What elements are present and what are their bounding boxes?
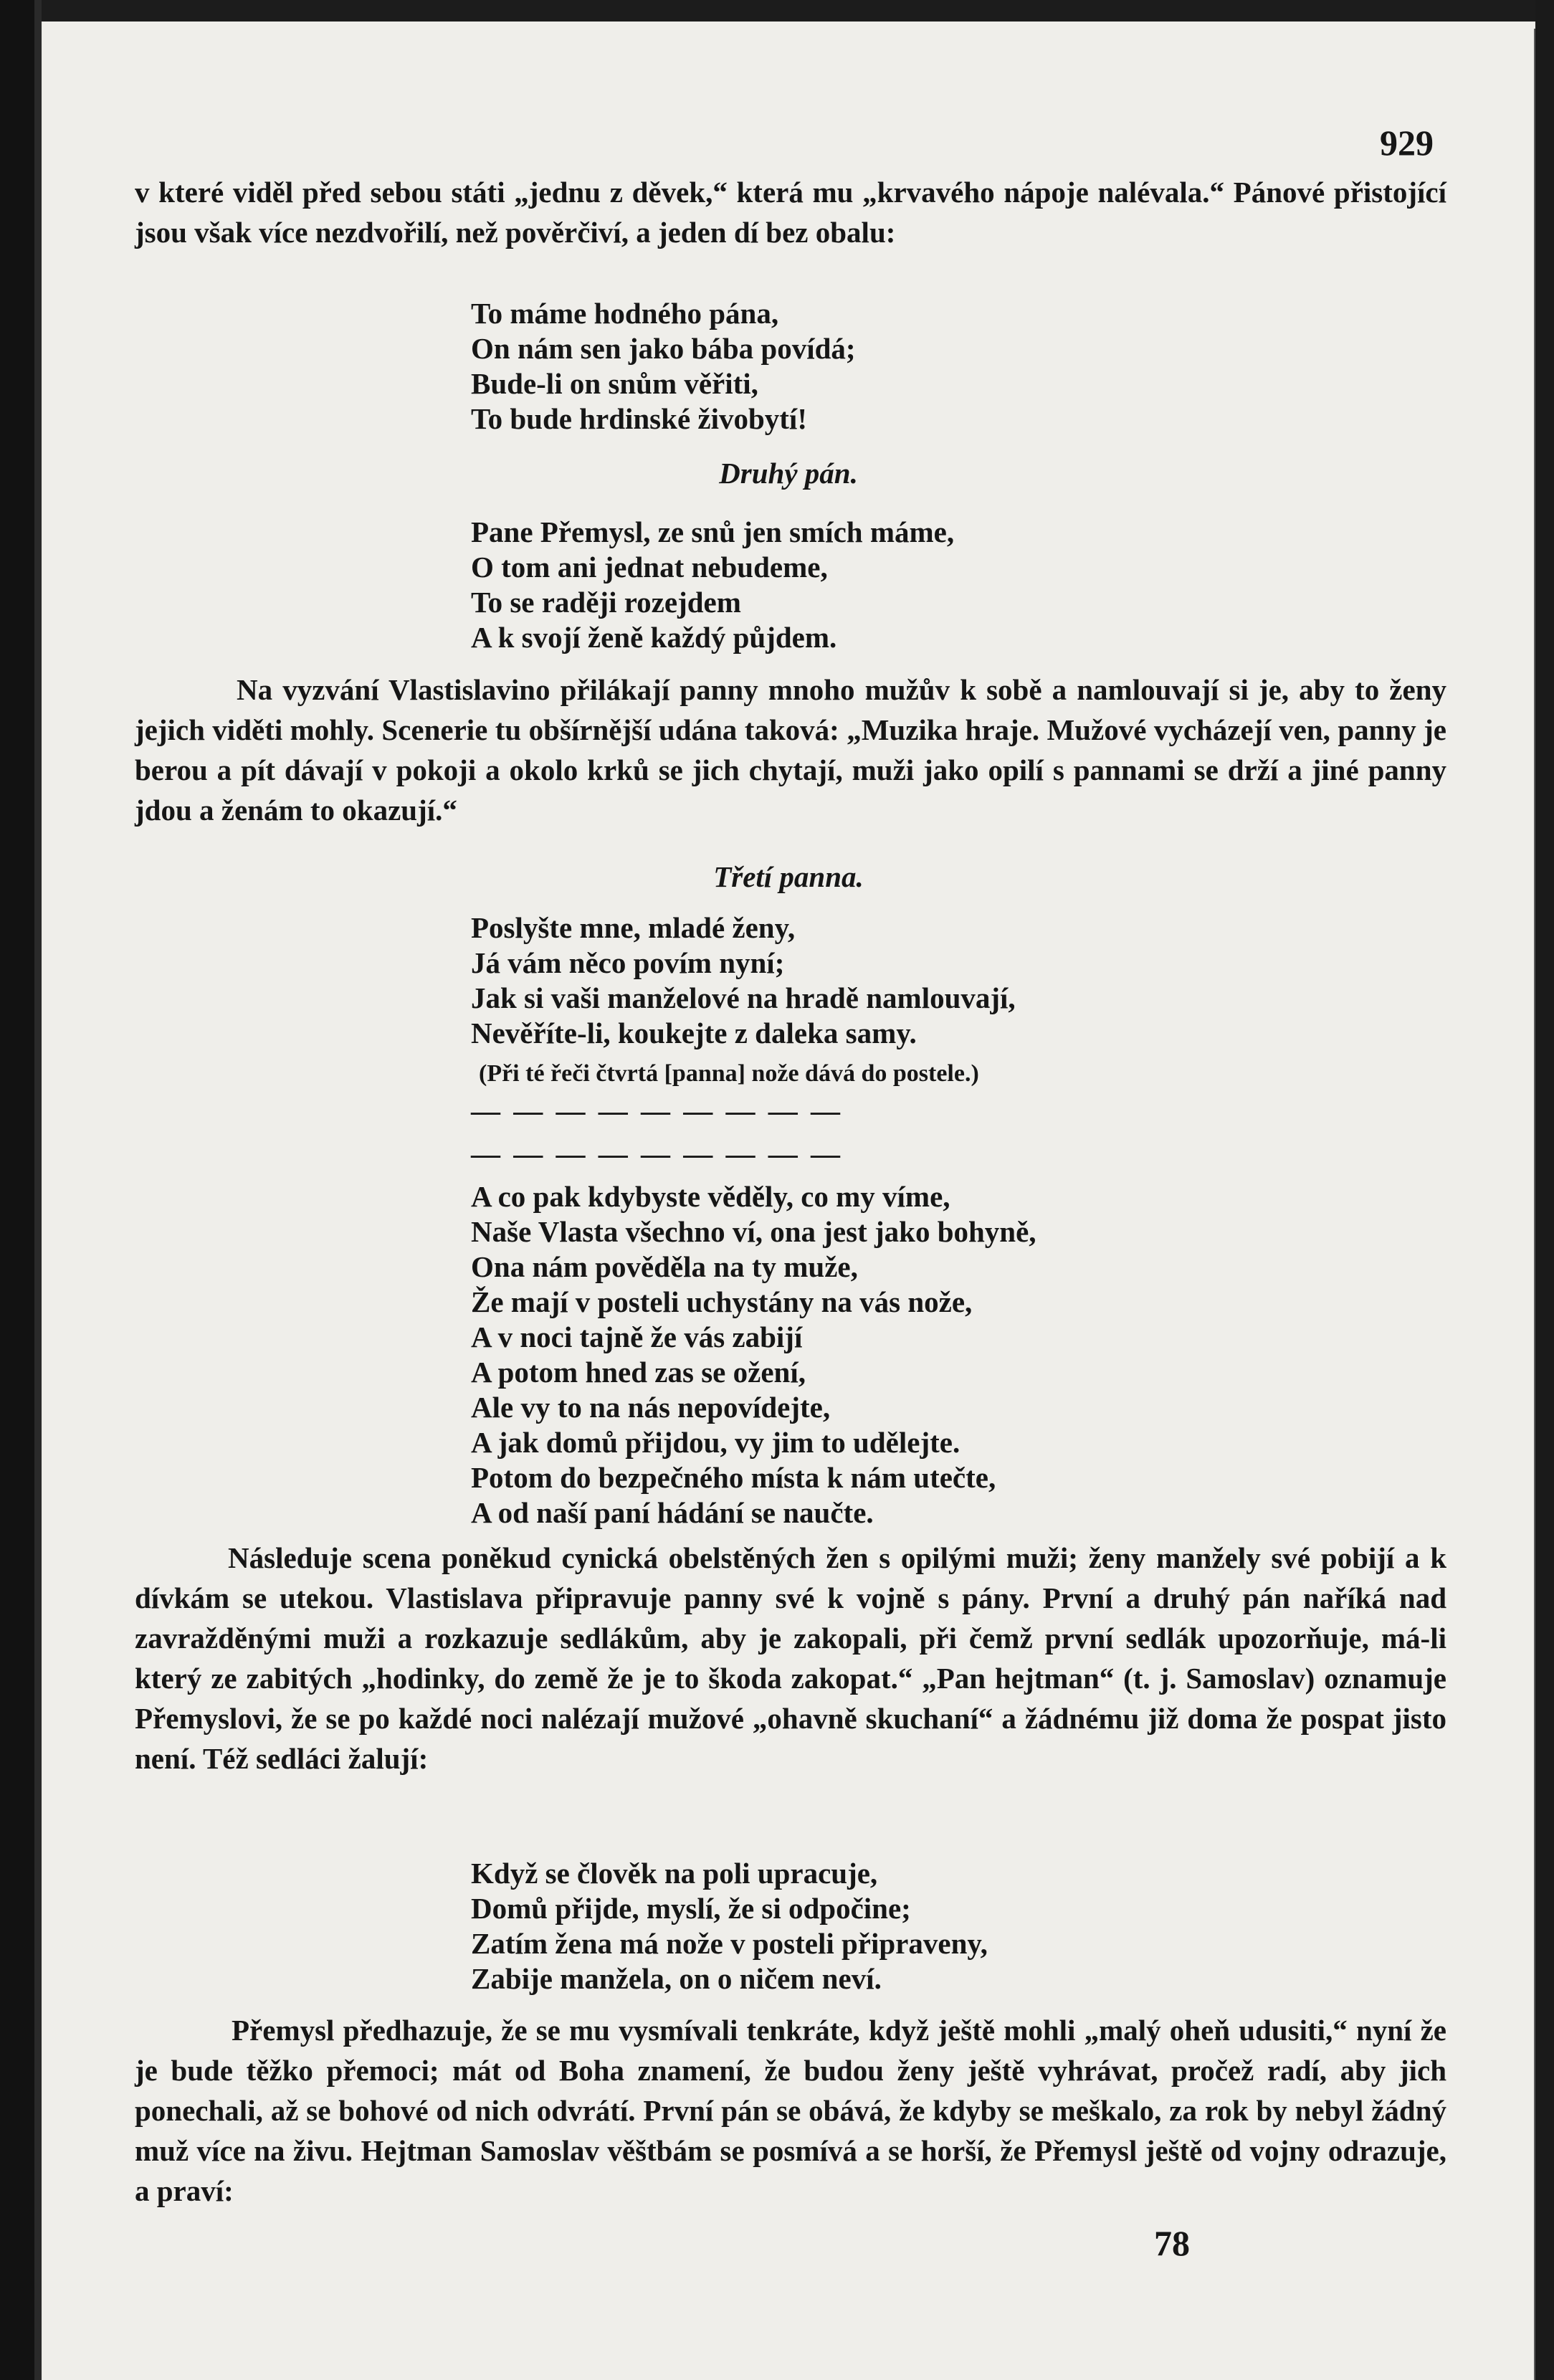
- verse-line: Pane Přemysl, ze snů jen smích máme,: [471, 515, 955, 548]
- verse-line: Potom do bezpečného místa k nám utečte,: [471, 1461, 996, 1494]
- scan-top-border: [34, 0, 1540, 22]
- verse-line: To se raději rozejdem: [471, 586, 741, 619]
- verse-line: Naše Vlasta všechno ví, ona jest jako bohyně,: [471, 1215, 1036, 1248]
- paragraph-1: v které viděl před sebou státi „jednu z děvek,“ která mu „krvavého nápoje nalévala.“ Pánové přistojící jsou však více nezdvořilí, než pověrčiví, a jeden dí bez obalu:: [135, 176, 1446, 249]
- signature-number: 78: [1154, 2223, 1190, 2263]
- stage-direction: (Při té řeči čtvrtá [panna] nože dává do postele.): [479, 1060, 979, 1087]
- scan-right-border: [1535, 0, 1554, 2380]
- speaker-heading-1: Druhý pán.: [719, 457, 858, 490]
- verse-line: O tom ani jednat nebudeme,: [471, 551, 828, 584]
- verse-4: [471, 1179, 1474, 1531]
- verse-line: Nevěříte-li, koukejte z daleka samy.: [471, 1017, 917, 1049]
- scan-left-border: [0, 0, 34, 2380]
- verse-2: [471, 515, 1474, 655]
- verse-5: [471, 1856, 1474, 1996]
- page-number: 929: [1380, 123, 1434, 163]
- dash-line-2: — — — — — — — — —: [471, 1137, 843, 1170]
- verse-line: Ale vy to na nás nepovídejte,: [471, 1391, 831, 1424]
- verse-line: A od naší paní hádání se naučte.: [471, 1496, 874, 1529]
- paragraph-3: Následuje scena poněkud cynická obelstěných žen s opilými muži; ženy manžely své pobijí a k dívkám se utekou. Vlastislava připravuje panny své k vojně s pány. První a druhý pán naříká nad zavražděnými muži a rozkazuje sedlákům, aby je zakopali, při čemž první sedlák upozorňuje, má-li který ze zabitých „hodinky, do země že je to škoda zakopat.“ „Pan hejtman“ (t. j. Samoslav) oznamuje Přemyslovi, že se po každé noci nalézají mužové „ohavně skuchaní“ a žádnému již doma že pospat jisto není. Též sedláci žalují:: [135, 1541, 1446, 1775]
- verse-line: To máme hodného pána,: [471, 297, 779, 330]
- verse-line: Poslyšte mne, mladé ženy,: [471, 911, 796, 944]
- speaker-heading-2: Třetí panna.: [713, 860, 864, 893]
- verse-1: [471, 296, 1474, 437]
- verse-line: Zatím žena má nože v posteli připraveny,: [471, 1927, 988, 1960]
- verse-line: Jak si vaši manželové na hradě namlouvají,: [471, 981, 1016, 1014]
- scan-left-shadow: [34, 0, 42, 2380]
- verse-line: Ona nám pověděla na ty muže,: [471, 1250, 858, 1283]
- paragraph-4: Přemysl předhazuje, že se mu vysmívali tenkráte, když ještě mohli „malý oheň udusiti,“ nyní že je bude těžko přemoci; mát od Boha znamení, že budou ženy ještě vyhrávat, pročež radí, aby jich ponechali, až se bohové od nich odvrátí. První pán se obává, že kdyby se meškalo, za rok by nebyl žádný muž více na živu. Hejtman Samoslav věštbám se posmívá a se horší, že Přemysl ještě od vojny odrazuje, a praví:: [135, 2014, 1446, 2207]
- verse-line: A potom hned zas se ožení,: [471, 1356, 806, 1389]
- verse-line: A k svojí ženě každý půjdem.: [471, 621, 837, 654]
- verse-line: A co pak kdybyste věděly, co my víme,: [471, 1180, 950, 1213]
- verse-3: [471, 910, 1474, 1051]
- verse-line: Zabije manžela, on o ničem neví.: [471, 1962, 882, 1995]
- verse-line: Domů přijde, myslí, že si odpočine;: [471, 1892, 911, 1925]
- verse-line: Já vám něco povím nyní;: [471, 946, 785, 979]
- dash-line-1: — — — — — — — — —: [471, 1094, 843, 1127]
- verse-line: Že mají v posteli uchystány na vás nože,: [471, 1285, 973, 1318]
- verse-line: To bude hrdinské živobytí!: [471, 402, 807, 435]
- paragraph-2: Na vyzvání Vlastislavino přilákají panny mnoho mužův k sobě a namlouvají si je, aby to ženy jejich viděti mohly. Scenerie tu obšírnější udána taková: „Muzika hraje. Mužové vycházejí ven, panny je berou a pít dávají v pokoji a okolo krků se jich chytají, muži jako opilí s pannami se drží a jiné panny jdou a ženám to okazují.“: [135, 673, 1446, 827]
- book-page: [43, 22, 1534, 2380]
- verse-line: A v noci tajně že vás zabijí: [471, 1320, 803, 1353]
- verse-line: Když se člověk na poli upracuje,: [471, 1857, 878, 1890]
- verse-line: A jak domů přijdou, vy jim to udělejte.: [471, 1426, 960, 1459]
- verse-line: On nám sen jako bába povídá;: [471, 332, 856, 365]
- verse-line: Bude-li on snům věřiti,: [471, 367, 758, 400]
